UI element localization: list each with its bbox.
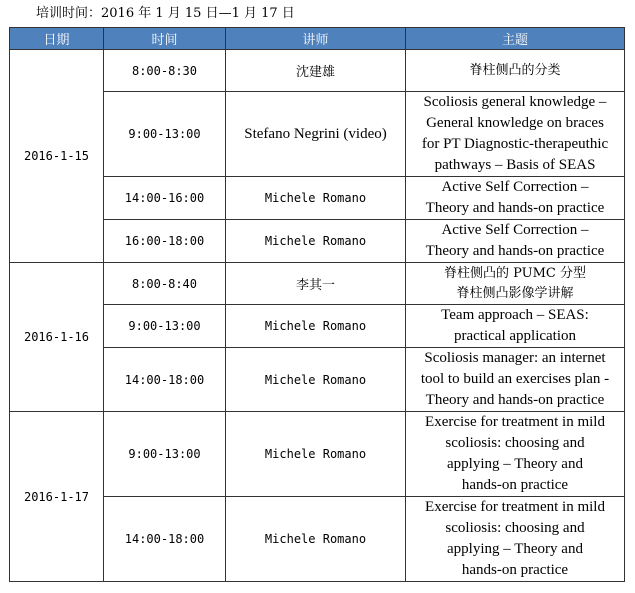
topic-line: applying – Theory and [447, 456, 583, 472]
lecturer-cell: Stefano Negrini (video) [226, 92, 406, 177]
lecturer-cell: 沈建雄 [226, 50, 406, 92]
time-cell: 8:00-8:40 [104, 263, 226, 305]
date-cell: 2016-1-16 [10, 263, 104, 412]
topic-line: Team approach – SEAS: [441, 307, 589, 323]
topic-line: practical application [453, 328, 577, 344]
topic-cell [406, 177, 625, 220]
caption-date-range: 2016 年 1 月 15 日—1 月 17 日 [101, 6, 295, 21]
topic-line: Active Self Correction – [441, 222, 589, 238]
caption-label: 培训时间： [36, 6, 102, 21]
lecturer-cell: Michele Romano [226, 305, 406, 348]
lecturer-cell: Michele Romano [226, 220, 406, 263]
topic-cell [406, 92, 625, 177]
topic-cell [406, 263, 625, 305]
time-cell: 14:00-16:00 [104, 177, 226, 220]
column-header-lecturer: 讲师 [226, 28, 406, 50]
date-cell: 2016-1-17 [10, 412, 104, 582]
topic-line: Active Self Correction – [441, 179, 589, 195]
topic-line: General knowledge on braces [426, 115, 604, 131]
topic-line: scoliosis: choosing and [445, 520, 585, 536]
topic-line: Theory and hands-on practice [425, 392, 605, 408]
column-header-date: 日期 [10, 28, 104, 50]
header-row [10, 28, 625, 50]
topic-line: pathways – Basis of SEAS [434, 157, 596, 173]
topic-cell [406, 348, 625, 412]
time-cell: 8:00-8:30 [104, 50, 226, 92]
topic-line: for PT Diagnostic-therapeuthic [421, 136, 609, 152]
topic-cell [406, 305, 625, 348]
topic-line: hands-on practice [461, 562, 569, 578]
topic-line: applying – Theory and [447, 541, 583, 557]
time-cell: 9:00-13:00 [104, 305, 226, 348]
lecturer-cell: Michele Romano [226, 177, 406, 220]
lecturer-cell: Michele Romano [226, 412, 406, 497]
topic-cell [406, 50, 625, 92]
topic-line: Scoliosis manager: an internet [424, 350, 606, 366]
session-row [10, 263, 625, 305]
topic-cell [406, 412, 625, 497]
topic-line: tool to build an exercises plan - [420, 371, 610, 387]
topic-line: 脊柱侧凸的分类 [469, 62, 561, 78]
session-row [10, 412, 625, 497]
column-header-topic: 主题 [406, 28, 625, 50]
topic-cell [406, 497, 625, 582]
topic-line: hands-on practice [461, 477, 569, 493]
topic-line: Scoliosis general knowledge – [423, 94, 607, 110]
topic-line: Exercise for treatment in mild [425, 499, 605, 515]
date-cell: 2016-1-15 [10, 50, 104, 263]
time-cell: 9:00-13:00 [104, 412, 226, 497]
topic-line: Theory and hands-on practice [425, 200, 605, 216]
topic-line: Theory and hands-on practice [425, 243, 605, 259]
topic-line: scoliosis: choosing and [445, 435, 585, 451]
lecturer-cell: Michele Romano [226, 348, 406, 412]
lecturer-cell: Michele Romano [226, 497, 406, 582]
column-header-time: 时间 [104, 28, 226, 50]
topic-line: 脊柱侧凸的 PUMC 分型 [444, 265, 586, 281]
time-cell: 16:00-18:00 [104, 220, 226, 263]
lecturer-cell: 李其一 [226, 263, 406, 305]
schedule-table [9, 27, 625, 582]
time-cell: 14:00-18:00 [104, 348, 226, 412]
topic-line: 脊柱侧凸影像学讲解 [456, 285, 574, 301]
time-cell: 14:00-18:00 [104, 497, 226, 582]
time-cell: 9:00-13:00 [104, 92, 226, 177]
topic-line: Exercise for treatment in mild [425, 414, 605, 430]
training-period-caption [36, 5, 295, 23]
topic-cell [406, 220, 625, 263]
session-row [10, 50, 625, 92]
